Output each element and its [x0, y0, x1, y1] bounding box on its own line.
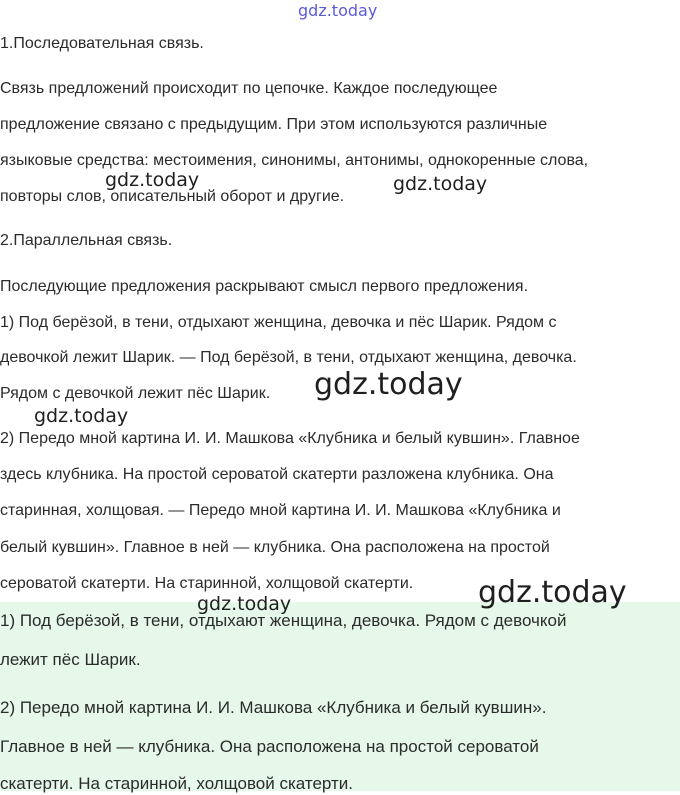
- paragraph-line: предложение связано с предыдущим. При этом используются различные: [0, 116, 548, 133]
- answer-line: Главное в ней — клубника. Она расположена на простой сероватой: [0, 737, 539, 756]
- paragraph-line: Последующие предложения раскрывают смысл первого предложения.: [0, 278, 529, 295]
- paragraph-line: повторы слов, описательный оборот и другие.: [0, 188, 345, 205]
- paragraph-line: языковые средства: местоимения, синонимы, антонимы, однокоренные слова,: [0, 152, 589, 169]
- watermark: gdz.today: [34, 405, 129, 427]
- paragraph-line: Связь предложений происходит по цепочке. Каждое последующее: [0, 80, 498, 97]
- watermark: gdz.today: [478, 575, 627, 610]
- answer-line: 1) Под берёзой, в тени, отдыхают женщина, девочка. Рядом с девочкой: [0, 611, 567, 630]
- paragraph-line: здесь клубника. На простой сероватой скатерти разложена клубника. Она: [0, 466, 554, 483]
- paragraph-line: белый кувшин». Главное в ней — клубника. Она расположена на простой: [0, 539, 550, 556]
- answer-line: лежит пёс Шарик.: [0, 650, 141, 669]
- paragraph-line: девочкой лежит Шарик. — Под берёзой, в тени, отдыхают женщина, девочка.: [0, 349, 577, 366]
- answer-line: скатерти. На старинной, холщовой скатерти.: [0, 774, 353, 793]
- section-heading: 2.Параллельная связь.: [0, 232, 173, 249]
- watermark: gdz.today: [105, 169, 200, 191]
- paragraph-line: сероватой скатерти. На старинной, холщовой скатерти.: [0, 575, 414, 592]
- paragraph-line: Рядом с девочкой лежит пёс Шарик.: [0, 385, 271, 402]
- paragraph-line: 1) Под берёзой, в тени, отдыхают женщина, девочка и пёс Шарик. Рядом с: [0, 314, 557, 331]
- watermark: gdz.today: [197, 593, 292, 615]
- watermark: gdz.today: [393, 173, 488, 195]
- top-watermark: gdz.today: [298, 1, 378, 20]
- watermark: gdz.today: [314, 367, 463, 402]
- section-heading: 1.Последовательная связь.: [0, 35, 204, 52]
- paragraph-line: 2) Передо мной картина И. И. Машкова «Клубника и белый кувшин». Главное: [0, 430, 580, 447]
- paragraph-line: старинная, холщовая. — Передо мной картина И. И. Машкова «Клубника и: [0, 502, 561, 519]
- answer-line: 2) Передо мной картина И. И. Машкова «Клубника и белый кувшин».: [0, 698, 547, 717]
